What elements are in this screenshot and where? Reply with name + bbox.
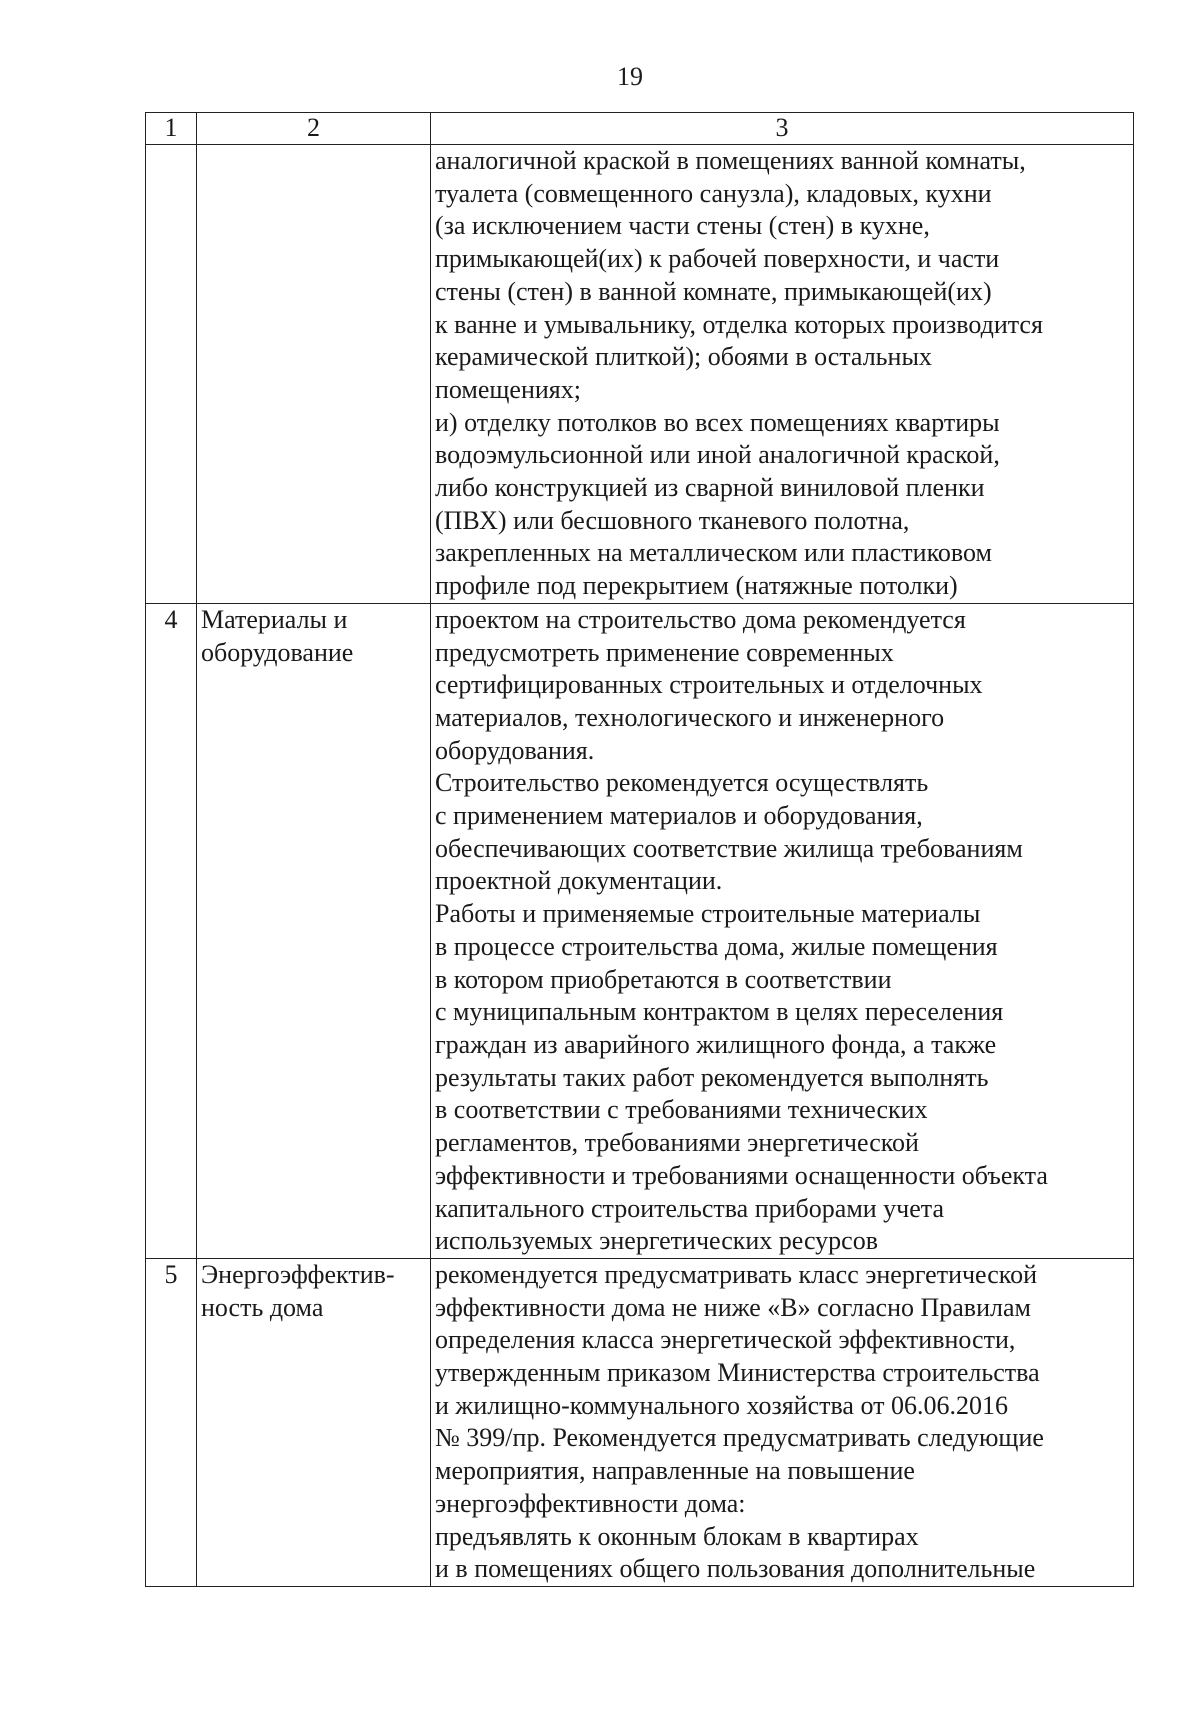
text-line: энергоэффективности дома: [435,1488,746,1518]
text-line: эффективности и требованиями оснащенности объекта [435,1160,1048,1190]
text-line: обеспечивающих соответствие жилища требованиям [435,833,1023,863]
row-name-cell [197,1258,431,1586]
text-line: (ПВХ) или бесшовного тканевого полотна, [435,505,910,535]
text-line: граждан из аварийного жилищного фонда, а также [435,1029,997,1059]
text-line: оборудования. [435,735,595,765]
text-line: утвержденным приказом Министерства строительства [435,1358,1040,1388]
text-line: примыкающей(их) к рабочей поверхности, и части [435,244,1000,274]
text-line: проектной документации. [435,866,723,896]
row-text-cell [431,1258,1134,1586]
table-row-energy-efficiency [146,1258,1134,1586]
row-name-line: оборудование [201,637,354,667]
text-line: керамической плиткой); обоями в остальных [435,342,932,372]
text-line: № 399/пр. Рекомендуется предусматривать следующие [435,1423,1044,1453]
text-line: стены (стен) в ванной комнате, примыкающей(их) [435,276,992,306]
text-line: туалета (совмещенного санузла), кладовых, кухни [435,178,992,208]
text-line: к ванне и умывальнику, отделка которых производится [435,309,1043,339]
requirements-table [145,112,1134,1587]
header-col-2: 2 [197,113,431,145]
row-number: 4 [146,603,197,1258]
text-line: с муниципальным контрактом в целях переселения [435,997,1004,1027]
text-line: закрепленных на металлическом или пластиковом [435,538,992,568]
text-line: и) отделку потолков во всех помещениях квартиры [435,407,1000,437]
row-text-cell [431,603,1134,1258]
text-line: водоэмульсионной или иной аналогичной краской, [435,440,1000,470]
row-name-cell [197,603,431,1258]
row-name-line: Энергоэффектив- [201,1259,395,1289]
text-line: материалов, технологического и инженерного [435,702,945,732]
text-line: определения класса энергетической эффективности, [435,1325,1016,1355]
table-row-materials [146,603,1134,1258]
header-col-1: 1 [146,113,197,145]
text-line: предусмотреть применение современных [435,637,894,667]
text-line: мероприятия, направленные на повышение [435,1456,915,1486]
text-line: в процессе строительства дома, жилые помещения [435,931,998,961]
text-line: в котором приобретаются в соответствии [435,964,892,994]
text-line: предъявлять к оконным блокам в квартирах [435,1521,919,1551]
row-name-line: Материалы и [201,604,348,634]
row-text-cell [431,145,1134,604]
text-line: используемых энергетических ресурсов [435,1226,879,1256]
text-line: капитального строительства приборами учета [435,1193,945,1223]
row-name-cell [197,145,431,604]
table-row-continued [146,145,1134,604]
text-line: эффективности дома не ниже «В» согласно Правилам [435,1292,1031,1322]
page-number: 19 [617,62,643,91]
header-col-3: 3 [431,113,1134,145]
text-line: и в помещениях общего пользования дополнительные [435,1554,1036,1584]
text-line: (за исключением части стены (стен) в кухне, [435,211,930,241]
text-line: Строительство рекомендуется осуществлять [435,768,929,798]
table-header-row [146,113,1134,145]
text-line: регламентов, требованиями энергетической [435,1128,919,1158]
text-line: либо конструкцией из сварной виниловой пленки [435,473,985,503]
text-line: помещениях; [435,374,581,404]
text-line: в соответствии с требованиями технических [435,1095,928,1125]
text-line: сертифицированных строительных и отделочных [435,670,983,700]
text-line: аналогичной краской в помещениях ванной комнаты, [435,146,1026,175]
text-line: с применением материалов и оборудования, [435,801,923,831]
text-line: результаты таких работ рекомендуется выполнять [435,1062,989,1092]
text-line: проектом на строительство дома рекомендуется [435,604,966,634]
text-line: Работы и применяемые строительные материалы [435,899,981,929]
row-number: 5 [146,1258,197,1586]
row-name-line: ность дома [201,1292,324,1322]
text-line: рекомендуется предусматривать класс энергетической [435,1259,1038,1289]
text-line: профиле под перекрытием (натяжные потолки) [435,571,958,601]
row-number [146,145,197,604]
text-line: и жилищно-коммунального хозяйства от 06.06.2016 [435,1390,1008,1420]
